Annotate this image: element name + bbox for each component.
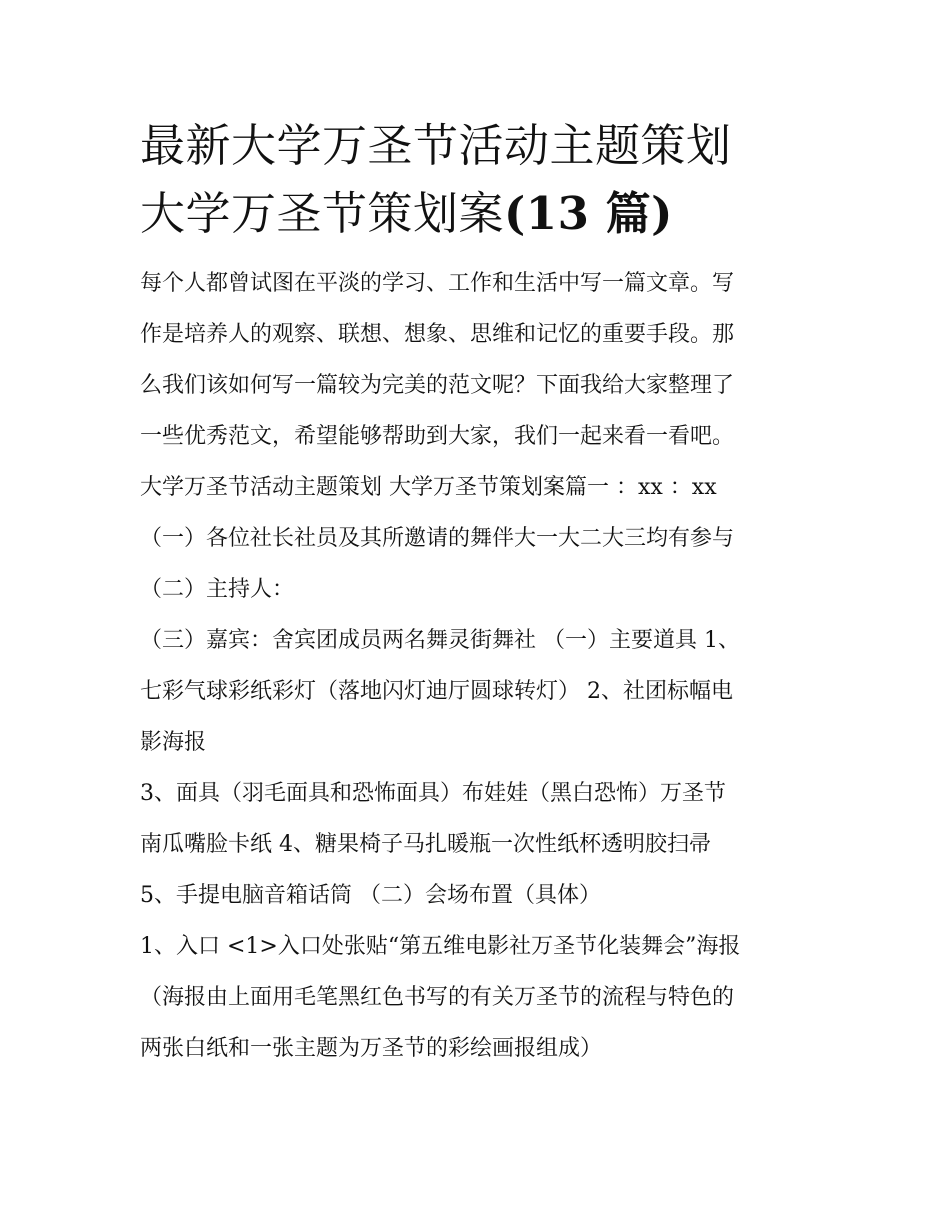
- body-line: 影海报: [140, 730, 207, 755]
- body-line: 作是培养人的观察、联想、想象、思维和记忆的重要手段。那: [140, 322, 735, 347]
- body-line: 南瓜嘴脸卡纸 4、糖果椅子马扎暖瓶一次性纸杯透明胶扫帚: [140, 832, 711, 857]
- body-line: 3、面具（羽毛面具和恐怖面具）布娃娃（黑白恐怖）万圣节: [140, 781, 726, 806]
- title-line-1: 最新大学万圣节活动主题策划: [140, 119, 732, 172]
- body-line: （一）各位社长社员及其所邀请的舞伴大一大二大三均有参与: [140, 526, 735, 551]
- body-line: 大学万圣节活动主题策划 大学万圣节策划案篇一 ：xx ：xx: [140, 475, 717, 500]
- body-line: 5、手提电脑音箱话筒 （二）会场布置（具体）: [140, 883, 601, 908]
- body-line: （三）嘉宾：舍宾团成员两名舞灵街舞社 （一）主要道具 1、: [140, 628, 740, 653]
- title-line-2-text: 大学万圣节策划案: [140, 187, 505, 240]
- title-line-2-count: (13 篇): [504, 187, 673, 240]
- document-title: [140, 112, 820, 248]
- body-line: 每个人都曾试图在平淡的学习、工作和生活中写一篇文章。写: [140, 271, 735, 296]
- body-line: （海报由上面用毛笔黑红色书写的有关万圣节的流程与特色的: [140, 985, 735, 1010]
- body-line: 么我们该如何写一篇较为完美的范文呢？下面我给大家整理了: [140, 373, 735, 398]
- document-body: [140, 258, 820, 1074]
- title-line-2: [140, 180, 820, 248]
- document-page: [140, 112, 820, 1074]
- body-line: 七彩气球彩纸彩灯（落地闪灯迪厅圆球转灯） 2、社团标幅电: [140, 679, 733, 704]
- body-line: 1、入口 <1>入口处张贴“第五维电影社万圣节化装舞会”海报: [140, 934, 741, 959]
- body-line: 两张白纸和一张主题为万圣节的彩绘画报组成）: [140, 1036, 603, 1061]
- body-line: 一些优秀范文，希望能够帮助到大家，我们一起来看一看吧。: [140, 424, 735, 449]
- body-line: （二）主持人：: [140, 577, 295, 602]
